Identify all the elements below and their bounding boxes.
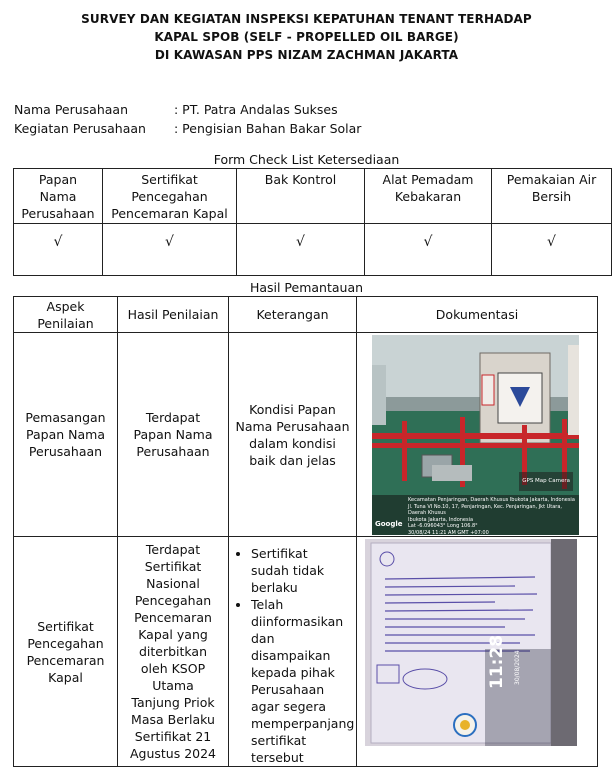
title-line-2: KAPAL SPOB (SELF - PROPELLED OIL BARGE) bbox=[154, 30, 459, 44]
documentation-cell bbox=[357, 537, 598, 767]
check-mark: √ bbox=[14, 224, 103, 276]
gps-camera-label: GPS Map Camera bbox=[519, 472, 573, 491]
gps-caption-line: Jl. Tuna VI No.10, 17, Penjaringan, Kec. Penjaringan, Jkt Utara, Daerah Khusus bbox=[408, 503, 563, 516]
google-watermark: Google bbox=[375, 520, 403, 528]
checklist-header: Bak Kontrol bbox=[237, 169, 365, 224]
photo-time: 11:28 bbox=[487, 634, 507, 689]
monitoring-header: Keterangan bbox=[229, 297, 357, 333]
document-title bbox=[0, 10, 613, 64]
gps-caption-line: Ibukota Jakarta, Indonesia bbox=[408, 516, 474, 523]
monitoring-header: Dokumentasi bbox=[357, 297, 598, 333]
certificate-illustration bbox=[365, 539, 577, 746]
check-mark: √ bbox=[103, 224, 237, 276]
result-cell: Terdapat Sertifikat Nasional Pencegahan Pencemaran Kapal yang diterbitkan oleh KSOP Utama Tanjung Priok Masa Berlaku Sertifikat 21 Agustus 2024 bbox=[118, 537, 229, 767]
monitoring-table bbox=[13, 296, 598, 767]
checklist-header: Pemakaian Air Bersih bbox=[492, 169, 612, 224]
table-row bbox=[14, 537, 598, 767]
company-activity-label: Kegiatan Perusahaan bbox=[14, 121, 146, 136]
company-name-value: : PT. Patra Andalas Sukses bbox=[174, 102, 338, 117]
note-cell bbox=[229, 537, 357, 767]
certificate-photo bbox=[365, 539, 577, 746]
gps-caption-line: Kecamatan Penjaringan, Daerah Khusus Ibukota Jakarta, Indonesia bbox=[408, 497, 575, 503]
title-line-3: DI KAWASAN PPS NIZAM ZACHMAN JAKARTA bbox=[154, 48, 459, 62]
photo-date: 30/08/2024 bbox=[514, 650, 521, 685]
check-mark: √ bbox=[365, 224, 492, 276]
table-row bbox=[14, 333, 598, 537]
monitoring-header: Aspek Penilaian bbox=[14, 297, 118, 333]
notes-list bbox=[233, 545, 355, 766]
company-activity-value: : Pengisian Bahan Bakar Solar bbox=[174, 121, 362, 136]
company-info bbox=[14, 100, 361, 138]
note-cell: Kondisi Papan Nama Perusahaan dalam kondisi baik dan jelas bbox=[229, 333, 357, 537]
gps-caption-line: 30/08/24 11:21 AM GMT +07:00 bbox=[408, 529, 489, 535]
gps-caption-line: Lat -6.096043° Long 106.8° bbox=[408, 523, 478, 529]
check-mark: √ bbox=[237, 224, 365, 276]
checklist-caption: Form Check List Ketersediaan bbox=[213, 152, 400, 167]
checklist-header: Papan Nama Perusahaan bbox=[14, 169, 103, 224]
aspect-cell: Pemasangan Papan Nama Perusahaan bbox=[14, 333, 118, 537]
checklist-header: Sertifikat Pencegahan Pencemaran Kapal bbox=[103, 169, 237, 224]
nameplate-photo bbox=[372, 335, 579, 535]
gps-caption bbox=[372, 495, 579, 535]
result-cell: Terdapat Papan Nama Perusahaan bbox=[118, 333, 229, 537]
documentation-cell bbox=[357, 333, 598, 537]
aspect-cell: Sertifikat Pencegahan Pencemaran Kapal bbox=[14, 537, 118, 767]
list-item: • Telah diinformasikan dan disampaikan kepada pihak Perusahaan agar segera memperpanjang sertifikat tersebut bbox=[251, 596, 346, 766]
photo-time-stamp bbox=[489, 601, 526, 689]
company-name-label: Nama Perusahaan bbox=[14, 102, 129, 117]
monitoring-caption: Hasil Pemantauan bbox=[249, 280, 364, 295]
checklist-table bbox=[13, 168, 612, 276]
list-item: • Sertifikat sudah tidak berlaku bbox=[251, 545, 346, 596]
check-mark: √ bbox=[492, 224, 612, 276]
monitoring-header: Hasil Penilaian bbox=[118, 297, 229, 333]
checklist-header: Alat Pemadam Kebakaran bbox=[365, 169, 492, 224]
title-line-1: SURVEY DAN KEGIATAN INSPEKSI KEPATUHAN TENANT TERHADAP bbox=[81, 12, 532, 26]
